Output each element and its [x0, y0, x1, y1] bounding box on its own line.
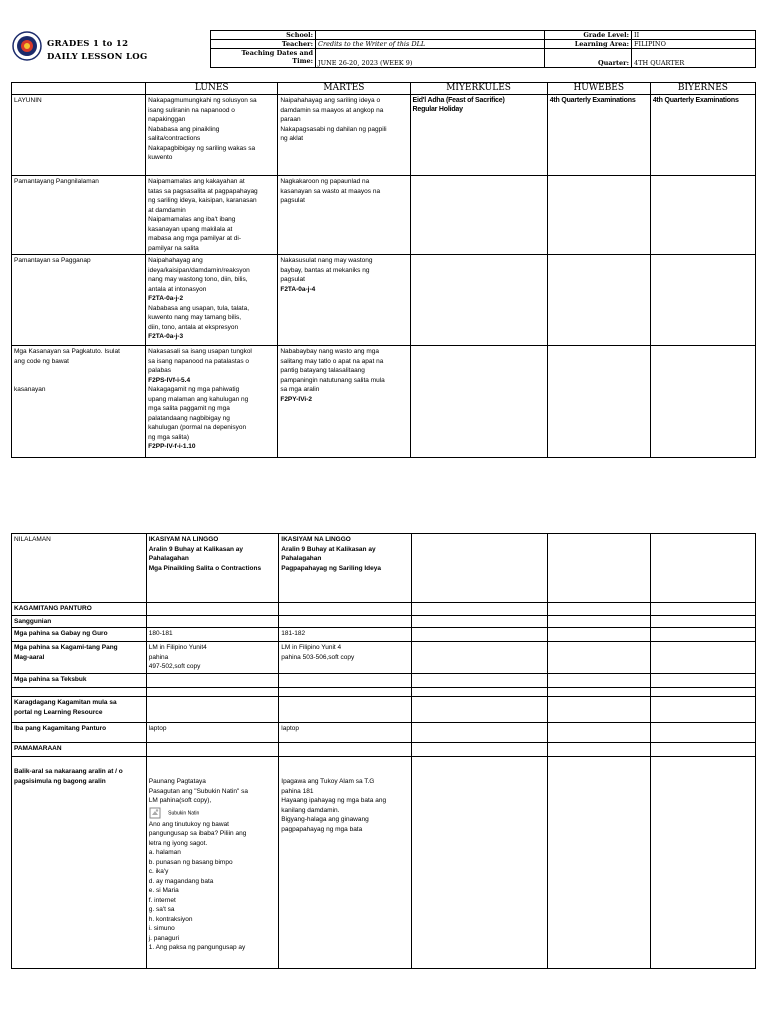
text-line: kasanayan sa wasto at maayos na — [280, 187, 381, 195]
row-label — [12, 688, 147, 697]
choice-line: d. ay magandang bata — [148, 877, 214, 885]
cell-miyerkules — [412, 688, 548, 697]
cell-huwebes — [547, 743, 650, 757]
cell-miyerkules — [412, 642, 548, 674]
text-line: pampaningin natutunang salita mula — [280, 376, 385, 384]
text-line: ng aklat — [280, 135, 304, 142]
text-line: pagsulat — [280, 197, 305, 204]
cell-lunes — [146, 346, 278, 458]
text-line: ng mga salita) — [148, 433, 189, 441]
day-header-lunes: LUNES — [146, 83, 278, 95]
row-label: NILALAMAN — [12, 534, 147, 603]
cell-martes — [279, 603, 412, 616]
row-karagdagang-kagamitan — [12, 697, 756, 723]
dates-label — [211, 49, 316, 68]
cell-miyerkules — [412, 757, 548, 969]
row-label-line: kasanayan — [14, 386, 46, 393]
row-label-line — [14, 376, 143, 386]
text-line: Aralin 9 Buhay at Kalikasan ay — [281, 545, 376, 553]
text-line: antala at intonasyon — [148, 285, 207, 293]
grade-level-value: II — [632, 31, 756, 40]
text-line: Pahalagahan — [148, 555, 189, 562]
cell-biyernes — [650, 642, 755, 674]
cell-biyernes — [650, 697, 755, 723]
cell-biyernes: 4th Quarterly Examinations — [650, 95, 755, 176]
school-value — [316, 31, 545, 40]
choice-line: b. punasan ng basang bimpo — [148, 858, 233, 866]
cell-biyernes — [650, 255, 755, 346]
competency-code: F2TA-0a-j-3 — [148, 333, 184, 340]
cell-huwebes — [547, 757, 650, 969]
row-label: Iba pang Kagamitang Panturo — [12, 723, 147, 743]
text-line: kuwento nang may tamang bilis, — [148, 314, 242, 321]
teacher-label: Teacher: — [211, 40, 316, 49]
cell-biyernes — [650, 674, 755, 688]
cell-miyerkules — [412, 603, 548, 616]
text-line: paraan — [280, 116, 301, 123]
competency-code: F2TA-0a-j-2 — [148, 295, 184, 302]
text-line: LM in Filipino Yunit4 — [148, 644, 207, 651]
day-header-row — [12, 83, 756, 95]
text-line: Aralin 9 Buhay at Kalikasan ay — [148, 545, 244, 553]
cell-huwebes — [547, 603, 650, 616]
competency-code: F2TA-0a-j-4 — [280, 285, 316, 293]
row-mga-kasanayan — [12, 346, 756, 458]
corner-cell — [12, 83, 146, 95]
day-header-huwebes: HUWEBES — [547, 83, 650, 95]
cell-biyernes — [650, 688, 755, 697]
row-label-line: Pamantayan sa Pagganap — [14, 257, 91, 264]
text-line: pahina 181 — [281, 787, 314, 795]
row-label — [12, 255, 146, 346]
row-label-line: ang code ng bawat — [14, 357, 69, 365]
text-line: Nakapagbibigay ng sariling wakas sa — [148, 144, 256, 152]
row-label-line: LAYUNIN — [14, 97, 42, 104]
choice-line: i. simuno — [148, 925, 175, 932]
text-line: Pasagutan ang "Subukin Natin" sa — [148, 787, 249, 795]
row-label — [12, 697, 147, 723]
text-line: diin, tono, antala at ekspresyon — [148, 323, 239, 331]
row-label: PAMAMARAAN — [12, 743, 147, 757]
cell-biyernes — [650, 757, 755, 969]
holiday-name: Eid'l Adha (Feast of Sacrifice) — [412, 97, 505, 104]
text-line: pantig batayang talasalitaang — [280, 367, 365, 374]
text-line: kanilang damdamin. — [281, 806, 340, 814]
row-label-line: Pamantayang Pangnilalaman — [14, 178, 99, 185]
text-line: damdamin sa maayos at angkop na — [280, 106, 384, 114]
text-line: salitang may tatlo o apat na apat na — [280, 357, 384, 365]
cell-lunes: laptop — [146, 723, 279, 743]
cell-miyerkules — [412, 674, 548, 688]
lesson-log-table-continued — [11, 533, 756, 969]
text-line: Nakasusulat nang may wastong — [280, 257, 373, 264]
cell-biyernes — [650, 534, 755, 603]
text-line: pagpapahayag ng mga bata — [281, 825, 363, 833]
row-kagamitang-pang-mag-aaral — [12, 642, 756, 674]
text-line: Naipamamalas ang iba't ibang — [148, 216, 236, 223]
cell-huwebes — [547, 723, 650, 743]
cell-martes — [279, 615, 412, 628]
row-label-line: Mag-aaral — [14, 653, 45, 661]
cell-huwebes — [547, 255, 650, 346]
text-line: Nagkakaroon ng papaunlad na — [280, 178, 370, 185]
holiday-type: Regular Holiday — [412, 106, 463, 113]
question-line: 1. Ang paksa ng pangungusap ay — [148, 944, 246, 951]
cell-martes — [279, 743, 412, 757]
choice-line: a. halaman — [148, 849, 181, 856]
text-line: pahina 503-506,soft copy — [281, 653, 355, 661]
cell-lunes — [146, 95, 278, 176]
text-line: Ipagawa ang Tukoy Alam sa T.G — [281, 778, 375, 785]
text-line: kasanayan upang makilala at — [148, 225, 233, 233]
text-line: LM in Filipino Yunit 4 — [281, 644, 342, 651]
text-line: letra ng iyong sagot. — [148, 839, 208, 847]
text-line: Naipahahayag ang sariling ideya o — [280, 97, 381, 104]
grade-level-label: Grade Level: — [545, 31, 632, 40]
cell-miyerkules — [410, 95, 547, 176]
row-label: Mga pahina sa Gabay ng Guro — [12, 628, 147, 642]
text-line: pagsulat — [280, 276, 305, 283]
dates-value: JUNE 26-20, 2023 (WEEK 9) — [316, 49, 545, 68]
text-line: baybay, bantas at mekaniks ng — [280, 266, 370, 274]
cell-lunes — [146, 674, 279, 688]
text-line: Nababasa ang pinaikling — [148, 125, 220, 133]
cell-lunes — [146, 255, 278, 346]
text-line: ideya/kaisipan/damdamin/reaksyon — [148, 266, 250, 274]
day-header-biyernes: BIYERNES — [650, 83, 755, 95]
text-line: Paunang Pagtataya — [148, 778, 206, 785]
dates-label-1: Teaching Dates and — [241, 49, 313, 57]
text-line: kuwento — [148, 154, 173, 161]
row-label — [12, 346, 146, 458]
row-iba-pang-kagamitan — [12, 723, 756, 743]
cell-lunes — [146, 603, 279, 616]
competency-code: F2PP-IV-f-i-1.10 — [148, 443, 196, 450]
row-label — [12, 757, 147, 969]
cell-martes — [279, 674, 412, 688]
cell-lunes — [146, 534, 279, 603]
row-teksbuk — [12, 674, 756, 688]
cell-huwebes — [547, 176, 650, 255]
text-line: sa isang napanood na patalastas o — [148, 357, 250, 365]
choice-line: j. panaguri — [148, 934, 180, 942]
row-label-line — [14, 366, 143, 376]
row-pamantayang-pangnilalaman — [12, 176, 756, 255]
row-label-line: Mga pahina sa Kagami-tang Pang — [14, 644, 118, 651]
lesson-log-table — [11, 82, 756, 458]
cell-martes — [279, 757, 412, 969]
cell-miyerkules — [410, 176, 547, 255]
cell-biyernes — [650, 615, 755, 628]
text-line: LM pahina(soft copy), — [148, 797, 212, 804]
text-line: Nababaybay nang wasto ang mga — [280, 348, 379, 355]
row-label: Sanggunian — [12, 615, 147, 628]
cell-huwebes — [547, 688, 650, 697]
teacher-value: Credits to the Writer of this DLL — [316, 40, 545, 49]
row-blank — [12, 688, 756, 697]
learning-area-value: FILIPINO — [632, 40, 756, 49]
cell-biyernes — [650, 176, 755, 255]
cell-biyernes — [650, 723, 755, 743]
cell-miyerkules — [412, 615, 548, 628]
text-line: pahina — [148, 653, 169, 661]
text-line: upang malaman ang kahulugan ng — [148, 395, 249, 403]
text-line: ng sariling ideya, kaisipan, karanasan — [148, 197, 257, 204]
row-label-line: Balik-aral sa nakaraang aralin at / o — [14, 768, 123, 775]
cell-miyerkules — [412, 743, 548, 757]
text-line: pamilyar na salita — [148, 244, 199, 252]
choice-line: f. internet — [148, 896, 176, 904]
cell-huwebes — [547, 534, 650, 603]
cell-biyernes — [650, 743, 755, 757]
text-line: Pahalagahan — [281, 555, 322, 562]
text-line: Pagpapahayag ng Sariling Ideya — [281, 564, 381, 572]
text-line: palatandaang nagbibigay ng — [148, 414, 230, 422]
cell-huwebes — [547, 697, 650, 723]
text-line: IKASIYAM NA LINGGO — [281, 536, 351, 543]
cell-huwebes — [547, 674, 650, 688]
cell-martes — [278, 346, 410, 458]
title-line-1: GRADES 1 to 12 — [47, 39, 129, 49]
cell-miyerkules — [412, 697, 548, 723]
cell-miyerkules — [410, 346, 547, 458]
choice-line: h. kontraksiyon — [148, 915, 193, 923]
choice-line: c. ika'y — [148, 868, 169, 875]
cell-martes — [279, 697, 412, 723]
text-line: mga salita paggamit ng mga — [148, 405, 230, 412]
cell-miyerkules — [410, 255, 547, 346]
cell-martes — [278, 95, 410, 176]
row-nilalaman — [12, 534, 756, 603]
text-line: Nakapagmumungkahi ng solusyon sa — [148, 97, 257, 104]
text-line: Naipahahayag ang — [148, 257, 203, 264]
cell-huwebes — [547, 628, 650, 642]
text-line: sa mga aralin — [280, 386, 320, 393]
row-balik-aral — [12, 757, 756, 969]
cell-miyerkules — [412, 723, 548, 743]
row-gabay-ng-guro — [12, 628, 756, 642]
cell-huwebes — [547, 642, 650, 674]
cell-lunes — [146, 697, 279, 723]
row-label-line: portal ng Learning Resource — [14, 708, 103, 716]
row-label: Mga pahina sa Teksbuk — [12, 674, 147, 688]
cell-biyernes — [650, 628, 755, 642]
cell-lunes — [146, 757, 279, 969]
cell-martes: laptop — [279, 723, 412, 743]
deped-seal-logo — [12, 31, 42, 61]
row-label-line: Mga Kasanayan sa Pagkatuto. Isulat — [14, 348, 120, 355]
cell-huwebes: 4th Quarterly Examinations — [547, 95, 650, 176]
cell-martes: 181-182 — [279, 628, 412, 642]
text-line: Bigyang-halaga ang ginawang — [281, 816, 369, 823]
cell-lunes — [146, 615, 279, 628]
cell-miyerkules — [412, 534, 548, 603]
text-line: pangungusap sa ibaba? Piliin ang — [148, 830, 247, 837]
cell-lunes — [146, 176, 278, 255]
text-line: salita/contractions — [148, 135, 201, 142]
row-layunin — [12, 95, 756, 176]
cell-huwebes — [547, 615, 650, 628]
text-line: isang suliranin na napanood o — [148, 106, 235, 114]
subukin-natin-banner — [149, 806, 277, 820]
row-pamantayan-sa-pagganap — [12, 255, 756, 346]
text-line: Naipamamalas ang kakayahan at — [148, 178, 245, 185]
cell-biyernes — [650, 346, 755, 458]
cell-martes — [278, 255, 410, 346]
cell-biyernes — [650, 603, 755, 616]
text-line: napakinggan — [148, 116, 186, 123]
row-label — [12, 642, 147, 674]
choice-line: g. sa't sa — [148, 906, 175, 913]
school-label: School: — [211, 31, 316, 40]
day-header-martes: MARTES — [278, 83, 410, 95]
cell-martes — [279, 642, 412, 674]
text-line: nang may wastong tono, diin, bilis, — [148, 276, 248, 283]
text-line: IKASIYAM NA LINGGO — [148, 536, 219, 543]
text-line: Nakasasali sa isang usapan tungkol — [148, 348, 252, 355]
row-kagamitang-panturo — [12, 603, 756, 616]
learning-area-label: Learning Area: — [545, 40, 632, 49]
cell-martes — [278, 176, 410, 255]
text-line: Mga Pinaikling Salita o Contractions — [148, 564, 262, 572]
row-label — [12, 95, 146, 176]
row-label — [12, 176, 146, 255]
text-line: kahulugan (pormal na depenisyon — [148, 424, 247, 431]
dates-label-2: Time: — [292, 57, 313, 65]
document-title — [47, 38, 148, 64]
text-line: tatas sa pagsasalita at pagpapahayag — [148, 187, 258, 195]
text-line: 497-502,soft copy — [148, 663, 201, 670]
header-info-table — [210, 30, 756, 68]
subukin-natin-caption: Subukin Natin — [168, 809, 200, 816]
cell-miyerkules — [412, 628, 548, 642]
cell-huwebes — [547, 346, 650, 458]
text-line: mabasa ang mga pamilyar at di- — [148, 235, 242, 242]
cell-martes — [279, 688, 412, 697]
text-line: Nababasa ang usapan, tula, talata, — [148, 304, 249, 312]
quarter-label: Quarter: — [545, 49, 632, 68]
row-label-line: Karagdagang Kagamitan mula sa — [14, 699, 117, 706]
row-sanggunian — [12, 615, 756, 628]
competency-code: F2PY-IVi-2 — [280, 395, 313, 403]
text-line: Ano ang tinutukoy ng bawat — [148, 820, 229, 828]
text-line: Nakapagsasabi ng dahilan ng pagpili — [280, 125, 387, 133]
cell-lunes — [146, 642, 279, 674]
text-line: Nakagagamit ng mga pahiwatig — [148, 386, 240, 393]
cell-martes — [279, 534, 412, 603]
cell-lunes: 180-181 — [146, 628, 279, 642]
subukin-natin-icon — [149, 806, 167, 820]
title-line-2: DAILY LESSON LOG — [47, 52, 148, 62]
text-line: Hayaang ipahayag ng mga bata ang — [281, 797, 387, 804]
cell-lunes — [146, 743, 279, 757]
text-line: at damdamin — [148, 206, 186, 214]
row-pamamaraan — [12, 743, 756, 757]
choice-line: e. si Maria — [148, 887, 179, 894]
text-line: palabas — [148, 367, 171, 374]
quarter-value: 4TH QUARTER — [632, 49, 756, 68]
row-label: KAGAMITANG PANTURO — [12, 603, 147, 616]
row-label-line: pagsisimula ng bagong aralin — [14, 777, 106, 785]
competency-code: F2PS-IVf-i-5.4 — [148, 376, 191, 384]
day-header-miyerkules: MIYERKULES — [410, 83, 547, 95]
cell-lunes — [146, 688, 279, 697]
